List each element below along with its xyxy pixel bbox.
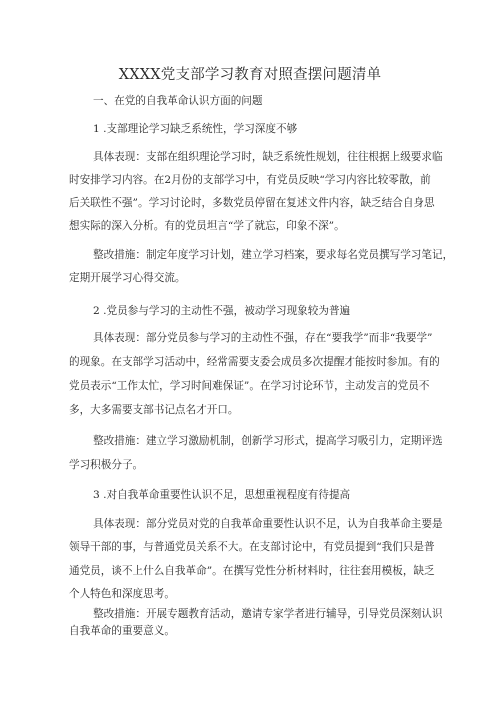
item-2-measure-line: 整改措施：建立学习激励机制，创新学习形式，提高学习吸引力，定期评选 xyxy=(93,435,443,447)
item-1-problem-line: 时安排学习内容。在2月份的支部学习中，有党员反映“学习内容比较零散，前 xyxy=(69,174,431,186)
section-heading: 一、在党的自我革命认识方面的问题 xyxy=(93,95,263,107)
item-3-measure-line: 自我革命的重要意义。 xyxy=(69,625,175,637)
item-1-measure-line: 整改措施：制定年度学习计划，建立学习档案，要求每名党员撰写学习笔记， xyxy=(93,249,454,261)
item-3-problem-line: 领导干部的事，与普通党员关系不大。在支部讨论中，有党员提到“我们只是普 xyxy=(69,541,435,553)
item-2-problem-line: 党员表示“工作太忙，学习时间难保证”。在学习讨论环节，主动发言的党员不 xyxy=(69,380,430,392)
item-2-problem-line: 具体表现：部分党员参与学习的主动性不强，存在“要我学”而非“我要学” xyxy=(93,332,433,344)
item-3-problem-line: 个人特色和深度思考。 xyxy=(69,588,175,600)
item-1-problem-line: 想实际的深入分析。有的党员坦言“学了就忘，印象不深”。 xyxy=(69,220,345,232)
item-1-problem-line: 后关联性不强”。学习讨论时，多数党员停留在复述文件内容，缺乏结合自身思 xyxy=(69,197,435,209)
document-title: XXXX党支部学习教育对照查摆问题清单 xyxy=(118,67,382,83)
item-3-heading: 3 .对自我革命重要性认识不足，思想重视程度有待提高 xyxy=(93,489,351,501)
item-2-problem-line: 的现象。在支部学习活动中，经常需要支委会成员多次提醒才能按时参加。有的 xyxy=(69,356,440,368)
item-1-measure-line: 定期开展学习心得交流。 xyxy=(69,272,186,284)
item-1-heading: 1 .支部理论学习缺乏系统性，学习深度不够 xyxy=(93,123,298,135)
item-2-heading: 2 .党员参与学习的主动性不强，被动学习现象较为普遍 xyxy=(93,305,351,317)
item-2-problem-line: 多，大多需要支部书记点名才开口。 xyxy=(69,404,239,416)
item-3-problem-line: 具体表现：部分党员对党的自我革命重要性认识不足，认为自我革命主要是 xyxy=(93,518,443,530)
item-1-problem-line: 具体表现：支部在组织理论学习时，缺乏系统性规划，往往根据上级要求临 xyxy=(93,151,443,163)
item-3-measure-line: 整改措施：开展专题教育活动，邀请专家学者进行辅导，引导党员深刻认识 xyxy=(93,608,443,620)
item-2-measure-line: 学习积极分子。 xyxy=(69,459,144,471)
item-3-problem-line: 通党员，谈不上什么自我革命”。在撰写党性分析材料时，往往套用模板，缺乏 xyxy=(69,565,435,577)
